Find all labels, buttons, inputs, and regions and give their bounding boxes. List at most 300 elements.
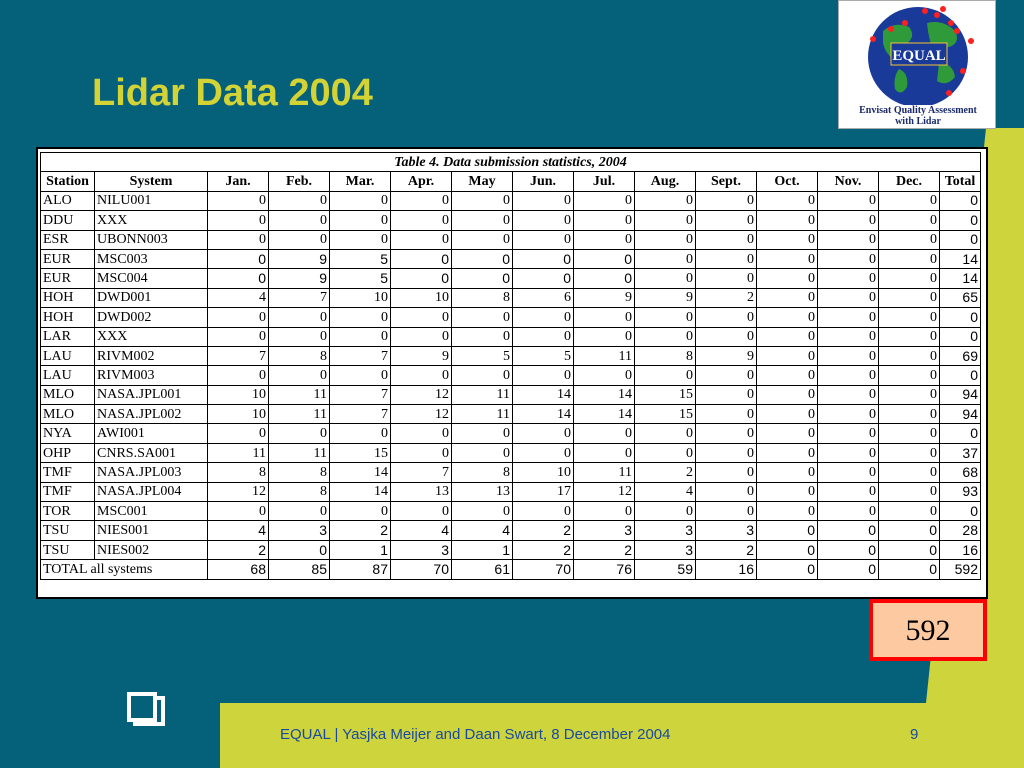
value-cell: 16 (940, 540, 981, 559)
value-cell: 10 (208, 405, 269, 424)
table-row (41, 346, 981, 365)
value-cell: 0 (879, 288, 940, 307)
station-cell: TMF (41, 463, 95, 482)
value-cell: 2 (513, 540, 574, 559)
table-caption-row (41, 153, 981, 172)
table-row (41, 191, 981, 210)
value-cell: 0 (574, 249, 635, 268)
system-cell: DWD001 (95, 288, 208, 307)
value-cell: 0 (391, 308, 452, 327)
value-cell: 0 (452, 249, 513, 268)
value-cell: 68 (940, 463, 981, 482)
value-cell: 8 (208, 463, 269, 482)
total-label: TOTAL all systems (41, 560, 208, 579)
value-cell: 5 (330, 269, 391, 288)
value-cell: 69 (940, 346, 981, 365)
data-table-frame (36, 147, 988, 599)
value-cell: 0 (574, 269, 635, 288)
column-header: Mar. (330, 172, 391, 191)
value-cell: 0 (574, 502, 635, 521)
value-cell: 0 (513, 502, 574, 521)
value-cell: 0 (757, 385, 818, 404)
value-cell: 0 (818, 463, 879, 482)
value-cell: 0 (696, 191, 757, 210)
value-cell: 0 (879, 366, 940, 385)
value-cell: 0 (940, 230, 981, 249)
value-cell: 0 (940, 366, 981, 385)
value-cell: 0 (208, 269, 269, 288)
value-cell: 0 (513, 191, 574, 210)
value-cell: 0 (208, 327, 269, 346)
value-cell: 0 (696, 269, 757, 288)
table-caption: Table 4. Data submission statistics, 2004 (41, 153, 981, 172)
value-cell: 4 (208, 521, 269, 540)
value-cell: 11 (269, 405, 330, 424)
column-header: Oct. (757, 172, 818, 191)
value-cell: 0 (879, 327, 940, 346)
footer-credit: EQUAL | Yasjka Meijer and Daan Swart, 8 December 2004 (280, 726, 671, 743)
value-cell: 7 (269, 288, 330, 307)
total-value-cell: 68 (208, 560, 269, 579)
value-cell: 10 (330, 288, 391, 307)
table-row (41, 540, 981, 559)
value-cell: 3 (269, 521, 330, 540)
value-cell: 0 (879, 482, 940, 501)
value-cell: 14 (330, 482, 391, 501)
value-cell: 0 (818, 191, 879, 210)
value-cell: 0 (391, 269, 452, 288)
value-cell: 0 (452, 211, 513, 230)
value-cell: 0 (879, 230, 940, 249)
table-row (41, 288, 981, 307)
value-cell: 8 (452, 288, 513, 307)
logo-text: EQUAL (892, 48, 946, 64)
logo-caption (839, 105, 997, 127)
value-cell: 0 (879, 346, 940, 365)
value-cell: 3 (391, 540, 452, 559)
value-cell: 11 (452, 385, 513, 404)
value-cell: 0 (879, 424, 940, 443)
value-cell: 9 (269, 249, 330, 268)
column-header: Jul. (574, 172, 635, 191)
value-cell: 0 (391, 211, 452, 230)
station-cell: LAU (41, 346, 95, 365)
table-row (41, 366, 981, 385)
value-cell: 0 (757, 308, 818, 327)
station-cell: EUR (41, 249, 95, 268)
value-cell: 0 (574, 191, 635, 210)
value-cell: 0 (879, 521, 940, 540)
total-value-cell: 76 (574, 560, 635, 579)
station-cell: LAR (41, 327, 95, 346)
value-cell: 0 (635, 424, 696, 443)
logo-caption-line2: with Lidar (895, 116, 941, 127)
value-cell: 0 (879, 211, 940, 230)
column-header: Jun. (513, 172, 574, 191)
value-cell: 0 (879, 463, 940, 482)
station-cell: HOH (41, 288, 95, 307)
value-cell: 0 (757, 269, 818, 288)
value-cell: 3 (635, 540, 696, 559)
value-cell: 3 (696, 521, 757, 540)
value-cell: 0 (513, 269, 574, 288)
value-cell: 0 (696, 308, 757, 327)
system-cell: MSC003 (95, 249, 208, 268)
value-cell: 0 (696, 366, 757, 385)
value-cell: 0 (330, 366, 391, 385)
value-cell: 0 (940, 502, 981, 521)
value-cell: 0 (757, 191, 818, 210)
system-cell: NASA.JPL002 (95, 405, 208, 424)
value-cell: 0 (635, 249, 696, 268)
value-cell: 0 (330, 191, 391, 210)
value-cell: 0 (391, 502, 452, 521)
value-cell: 0 (818, 230, 879, 249)
value-cell: 0 (208, 249, 269, 268)
system-cell: NASA.JPL004 (95, 482, 208, 501)
value-cell: 1 (452, 540, 513, 559)
value-cell: 0 (452, 230, 513, 249)
value-cell: 0 (818, 249, 879, 268)
value-cell: 2 (635, 463, 696, 482)
value-cell: 9 (269, 269, 330, 288)
value-cell: 0 (940, 308, 981, 327)
value-cell: 14 (330, 463, 391, 482)
value-cell: 0 (757, 230, 818, 249)
value-cell: 0 (452, 191, 513, 210)
value-cell: 0 (269, 540, 330, 559)
system-cell: DWD002 (95, 308, 208, 327)
value-cell: 13 (452, 482, 513, 501)
system-cell: NIES002 (95, 540, 208, 559)
value-cell: 15 (330, 443, 391, 462)
value-cell: 0 (757, 249, 818, 268)
value-cell: 9 (696, 346, 757, 365)
value-cell: 0 (757, 443, 818, 462)
value-cell: 0 (696, 385, 757, 404)
value-cell: 14 (574, 385, 635, 404)
value-cell: 4 (391, 521, 452, 540)
value-cell: 0 (696, 405, 757, 424)
station-cell: EUR (41, 269, 95, 288)
value-cell: 7 (208, 346, 269, 365)
value-cell: 8 (269, 346, 330, 365)
value-cell: 2 (513, 521, 574, 540)
value-cell: 3 (574, 521, 635, 540)
value-cell: 0 (452, 366, 513, 385)
value-cell: 0 (269, 191, 330, 210)
value-cell: 0 (757, 288, 818, 307)
value-cell: 0 (818, 443, 879, 462)
value-cell: 0 (269, 366, 330, 385)
value-cell: 7 (391, 463, 452, 482)
value-cell: 0 (818, 540, 879, 559)
value-cell: 0 (696, 443, 757, 462)
value-cell: 0 (269, 424, 330, 443)
value-cell: 0 (879, 249, 940, 268)
value-cell: 0 (635, 308, 696, 327)
value-cell: 4 (635, 482, 696, 501)
value-cell: 0 (269, 211, 330, 230)
station-cell: LAU (41, 366, 95, 385)
total-value-cell: 0 (818, 560, 879, 579)
logo-caption-line1: Envisat Quality Assessment (859, 105, 977, 116)
value-cell: 0 (330, 211, 391, 230)
value-cell: 0 (696, 463, 757, 482)
total-value-cell: 87 (330, 560, 391, 579)
station-cell: TSU (41, 540, 95, 559)
value-cell: 0 (696, 327, 757, 346)
value-cell: 0 (574, 366, 635, 385)
total-value-cell: 59 (635, 560, 696, 579)
value-cell: 0 (696, 424, 757, 443)
value-cell: 11 (208, 443, 269, 462)
value-cell: 14 (513, 405, 574, 424)
value-cell: 0 (452, 308, 513, 327)
value-cell: 0 (513, 327, 574, 346)
value-cell: 0 (879, 269, 940, 288)
table-body (41, 191, 981, 579)
value-cell: 0 (208, 230, 269, 249)
value-cell: 9 (391, 346, 452, 365)
value-cell: 2 (208, 540, 269, 559)
table-header-row (41, 172, 981, 191)
square-bullet-icon (127, 690, 167, 726)
table-row (41, 249, 981, 268)
station-cell: TMF (41, 482, 95, 501)
globe-logo-icon (839, 1, 997, 105)
value-cell: 0 (330, 502, 391, 521)
table-row (41, 502, 981, 521)
value-cell: 7 (330, 405, 391, 424)
value-cell: 94 (940, 385, 981, 404)
total-value-cell: 0 (757, 560, 818, 579)
value-cell: 5 (452, 346, 513, 365)
station-cell: NYA (41, 424, 95, 443)
value-cell: 13 (391, 482, 452, 501)
value-cell: 12 (391, 385, 452, 404)
table-row (41, 443, 981, 462)
value-cell: 0 (574, 327, 635, 346)
value-cell: 2 (696, 540, 757, 559)
value-cell: 0 (391, 230, 452, 249)
table-row (41, 308, 981, 327)
column-header: System (95, 172, 208, 191)
value-cell: 11 (574, 346, 635, 365)
value-cell: 0 (452, 443, 513, 462)
value-cell: 0 (757, 424, 818, 443)
value-cell: 0 (818, 385, 879, 404)
station-cell: OHP (41, 443, 95, 462)
system-cell: NASA.JPL001 (95, 385, 208, 404)
value-cell: 0 (818, 502, 879, 521)
station-cell: TOR (41, 502, 95, 521)
total-value-cell: 70 (513, 560, 574, 579)
value-cell: 8 (452, 463, 513, 482)
value-cell: 0 (330, 327, 391, 346)
value-cell: 0 (452, 502, 513, 521)
value-cell: 0 (208, 308, 269, 327)
value-cell: 0 (757, 346, 818, 365)
equal-logo (838, 0, 996, 129)
page-number: 9 (910, 726, 919, 743)
value-cell: 0 (757, 540, 818, 559)
table-row (41, 230, 981, 249)
value-cell: 8 (635, 346, 696, 365)
station-cell: ESR (41, 230, 95, 249)
value-cell: 0 (635, 191, 696, 210)
value-cell: 0 (757, 482, 818, 501)
value-cell: 0 (574, 230, 635, 249)
value-cell: 0 (818, 366, 879, 385)
system-cell: XXX (95, 327, 208, 346)
column-header: Jan. (208, 172, 269, 191)
value-cell: 0 (879, 540, 940, 559)
value-cell: 0 (269, 230, 330, 249)
value-cell: 2 (574, 540, 635, 559)
system-cell: CNRS.SA001 (95, 443, 208, 462)
value-cell: 0 (818, 211, 879, 230)
value-cell: 0 (940, 327, 981, 346)
value-cell: 0 (635, 366, 696, 385)
system-cell: NILU001 (95, 191, 208, 210)
column-header: Aug. (635, 172, 696, 191)
station-cell: MLO (41, 385, 95, 404)
table-row (41, 385, 981, 404)
value-cell: 0 (208, 191, 269, 210)
value-cell: 0 (879, 308, 940, 327)
value-cell: 0 (757, 327, 818, 346)
value-cell: 12 (208, 482, 269, 501)
station-cell: TSU (41, 521, 95, 540)
column-header: Station (41, 172, 95, 191)
system-cell: RIVM003 (95, 366, 208, 385)
value-cell: 0 (757, 211, 818, 230)
value-cell: 0 (513, 211, 574, 230)
value-cell: 11 (269, 385, 330, 404)
value-cell: 0 (818, 327, 879, 346)
value-cell: 0 (635, 211, 696, 230)
value-cell: 0 (513, 308, 574, 327)
value-cell: 28 (940, 521, 981, 540)
value-cell: 0 (269, 327, 330, 346)
column-header: Nov. (818, 172, 879, 191)
value-cell: 0 (269, 308, 330, 327)
value-cell: 93 (940, 482, 981, 501)
value-cell: 0 (635, 230, 696, 249)
value-cell: 0 (513, 366, 574, 385)
value-cell: 10 (391, 288, 452, 307)
value-cell: 0 (330, 308, 391, 327)
value-cell: 0 (635, 269, 696, 288)
value-cell: 0 (818, 308, 879, 327)
value-cell: 65 (940, 288, 981, 307)
value-cell: 0 (879, 405, 940, 424)
value-cell: 0 (208, 424, 269, 443)
value-cell: 11 (452, 405, 513, 424)
table-row (41, 521, 981, 540)
value-cell: 0 (940, 191, 981, 210)
value-cell: 0 (513, 249, 574, 268)
value-cell: 0 (818, 346, 879, 365)
value-cell: 7 (330, 346, 391, 365)
value-cell: 9 (574, 288, 635, 307)
system-cell: NIES001 (95, 521, 208, 540)
total-value-cell: 85 (269, 560, 330, 579)
table-row (41, 463, 981, 482)
grand-total-value: 592 (905, 614, 951, 647)
value-cell: 14 (513, 385, 574, 404)
table-row (41, 327, 981, 346)
data-submission-table (40, 152, 981, 580)
total-value-cell: 0 (879, 560, 940, 579)
column-header: Total (940, 172, 981, 191)
system-cell: AWI001 (95, 424, 208, 443)
total-value-cell: 70 (391, 560, 452, 579)
system-cell: MSC004 (95, 269, 208, 288)
value-cell: 0 (635, 327, 696, 346)
value-cell: 17 (513, 482, 574, 501)
station-cell: HOH (41, 308, 95, 327)
value-cell: 0 (757, 463, 818, 482)
value-cell: 37 (940, 443, 981, 462)
value-cell: 0 (879, 191, 940, 210)
column-header: Apr. (391, 172, 452, 191)
value-cell: 0 (757, 502, 818, 521)
value-cell: 94 (940, 405, 981, 424)
value-cell: 0 (818, 405, 879, 424)
value-cell: 0 (452, 327, 513, 346)
value-cell: 3 (635, 521, 696, 540)
total-row (41, 560, 981, 579)
value-cell: 2 (330, 521, 391, 540)
value-cell: 2 (696, 288, 757, 307)
value-cell: 0 (513, 230, 574, 249)
value-cell: 0 (513, 443, 574, 462)
value-cell: 0 (818, 424, 879, 443)
value-cell: 0 (391, 327, 452, 346)
value-cell: 0 (269, 502, 330, 521)
column-header: Sept. (696, 172, 757, 191)
value-cell: 1 (330, 540, 391, 559)
system-cell: RIVM002 (95, 346, 208, 365)
value-cell: 0 (574, 443, 635, 462)
value-cell: 0 (574, 211, 635, 230)
value-cell: 0 (391, 424, 452, 443)
system-cell: UBONN003 (95, 230, 208, 249)
value-cell: 15 (635, 385, 696, 404)
value-cell: 11 (269, 443, 330, 462)
value-cell: 0 (635, 443, 696, 462)
value-cell: 15 (635, 405, 696, 424)
value-cell: 0 (757, 405, 818, 424)
value-cell: 0 (574, 308, 635, 327)
value-cell: 0 (391, 366, 452, 385)
table-row (41, 269, 981, 288)
value-cell: 0 (208, 502, 269, 521)
value-cell: 7 (330, 385, 391, 404)
station-cell: DDU (41, 211, 95, 230)
value-cell: 12 (391, 405, 452, 424)
value-cell: 0 (818, 482, 879, 501)
column-header: Dec. (879, 172, 940, 191)
value-cell: 0 (208, 211, 269, 230)
value-cell: 11 (574, 463, 635, 482)
value-cell: 0 (879, 443, 940, 462)
table-row (41, 211, 981, 230)
system-cell: MSC001 (95, 502, 208, 521)
total-value-cell: 592 (940, 560, 981, 579)
